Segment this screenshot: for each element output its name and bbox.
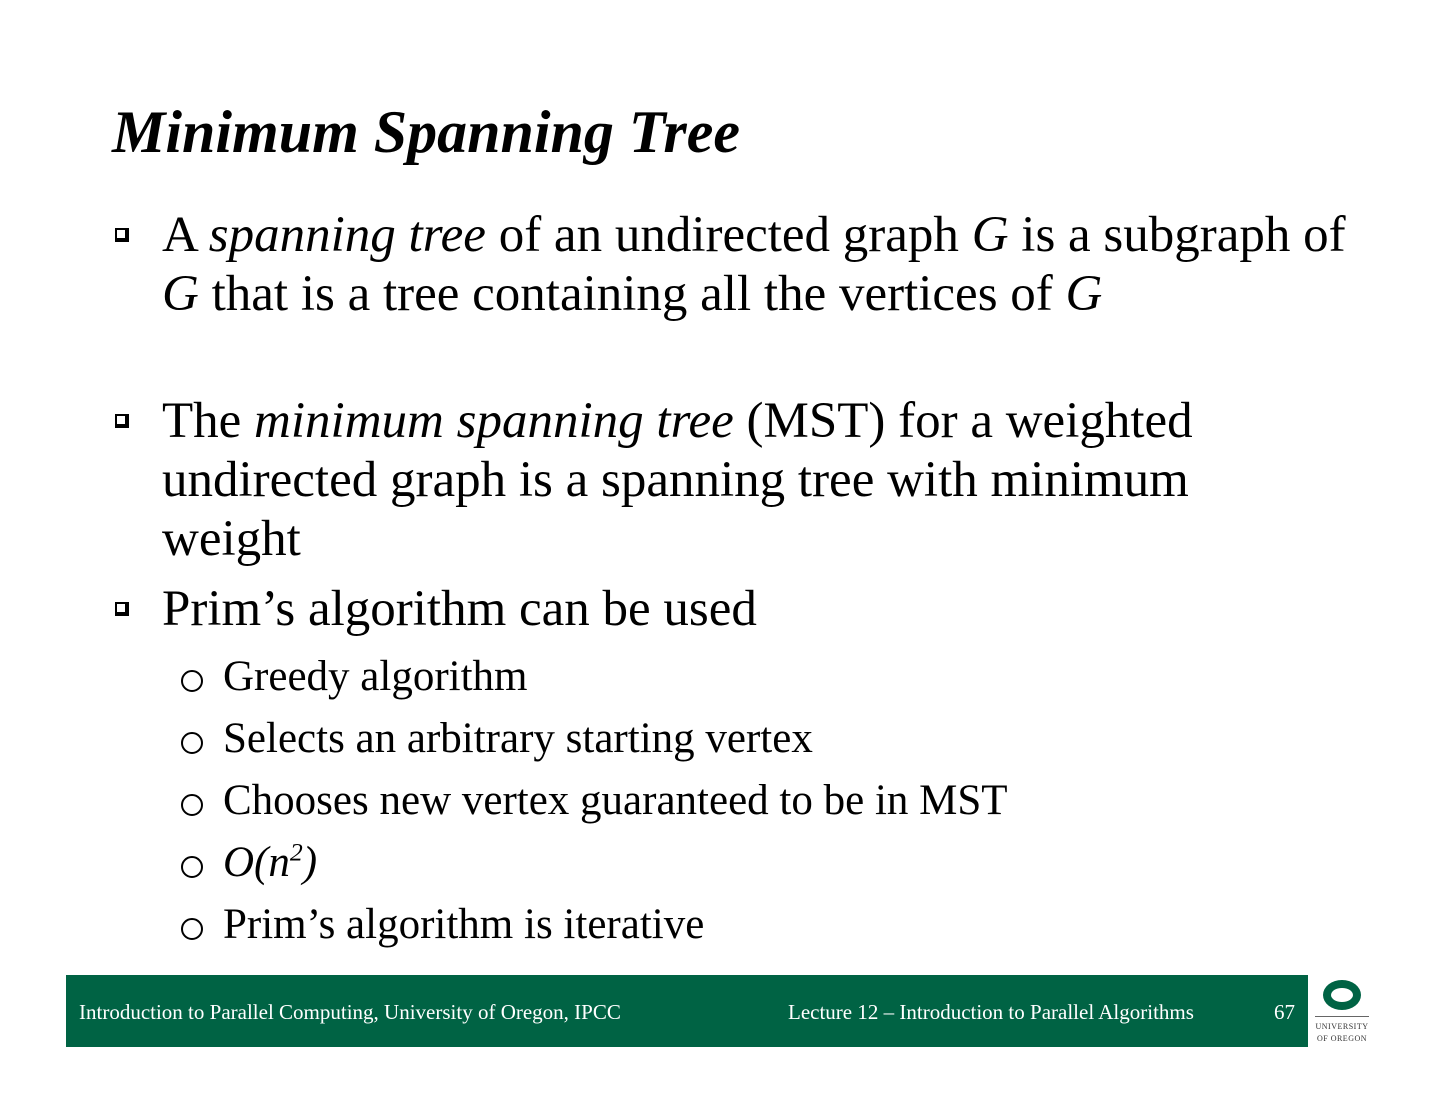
sub-bullet-text: Prim’s algorithm is iterative bbox=[223, 901, 705, 948]
footer-course: Introduction to Parallel Computing, University of Oregon, IPCC bbox=[79, 1000, 621, 1024]
bullet-text-italic: G bbox=[971, 207, 1009, 263]
sub-bullet-text: Chooses new vertex guaranteed to be in MST bbox=[223, 777, 1008, 824]
circle-bullet-icon bbox=[181, 918, 203, 940]
bullet-text-italic: G bbox=[1065, 266, 1103, 322]
sub-bullet-new-vertex bbox=[223, 776, 1008, 826]
complexity-close: ) bbox=[302, 839, 318, 886]
complexity-text bbox=[223, 839, 317, 886]
page-number: 67 bbox=[1274, 1000, 1295, 1024]
bullet-text: is a subgraph of bbox=[1008, 207, 1346, 263]
slide-title: Minimum Spanning Tree bbox=[112, 99, 740, 165]
sub-bullet-iterative bbox=[223, 900, 704, 950]
bullet-text: The bbox=[162, 393, 255, 449]
complexity-exponent: 2 bbox=[289, 837, 303, 867]
footer-lecture: Lecture 12 – Introduction to Parallel Algorithms bbox=[788, 1000, 1194, 1024]
complexity-base: O(n bbox=[223, 839, 290, 886]
bullet-text-italic: minimum spanning tree bbox=[254, 393, 734, 449]
logo-text-university: UNIVERSITY bbox=[1315, 1022, 1369, 1031]
sub-bullet-starting-vertex bbox=[223, 714, 813, 764]
university-logo bbox=[1312, 978, 1372, 1046]
logo-text-oregon: OF OREGON bbox=[1316, 1034, 1368, 1043]
circle-bullet-icon bbox=[181, 856, 203, 878]
bullet-text: that is a tree containing all the vertices of bbox=[198, 266, 1066, 322]
oregon-o-icon bbox=[1323, 980, 1361, 1010]
sub-bullet-greedy bbox=[223, 652, 528, 702]
circle-bullet-icon bbox=[181, 670, 203, 692]
square-bullet-icon bbox=[115, 602, 129, 616]
bullet-text-italic: spanning tree bbox=[208, 207, 486, 263]
logo-divider bbox=[1315, 1016, 1369, 1017]
bullet-text-italic: G bbox=[162, 266, 199, 322]
square-bullet-icon bbox=[115, 414, 129, 428]
circle-bullet-icon bbox=[181, 794, 203, 816]
sub-bullet-complexity bbox=[223, 838, 317, 888]
bullet-text: of an undirected graph bbox=[485, 207, 972, 263]
bullet-text: Prim’s algorithm can be used bbox=[162, 581, 757, 637]
bullet-text: (MST) for a weighted undirected graph is a spanning tree with minimum weight bbox=[162, 393, 1193, 567]
bullet-mst-definition bbox=[162, 392, 1302, 569]
circle-bullet-icon bbox=[181, 732, 203, 754]
sub-bullet-text: Selects an arbitrary starting vertex bbox=[223, 715, 813, 762]
square-bullet-icon bbox=[115, 228, 129, 242]
footer-bar bbox=[66, 975, 1308, 1047]
bullet-text: A bbox=[162, 207, 209, 263]
bullet-spanning-tree bbox=[162, 206, 1362, 324]
sub-bullet-text: Greedy algorithm bbox=[223, 653, 528, 700]
bullet-prims-algorithm bbox=[162, 580, 1362, 639]
